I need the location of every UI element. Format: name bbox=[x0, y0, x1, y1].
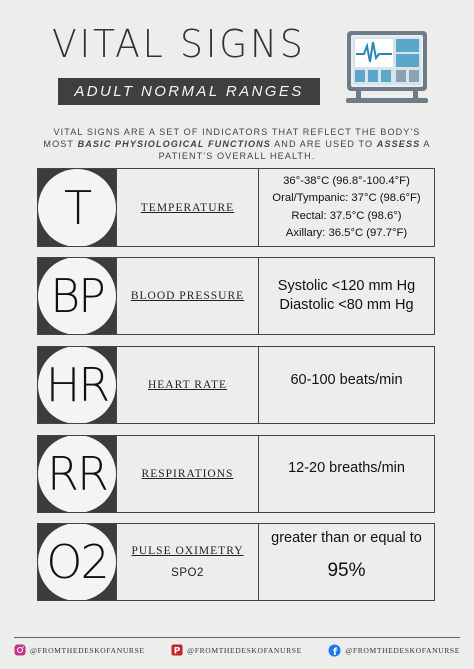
vital-card-respirations bbox=[37, 435, 435, 513]
footer-divider bbox=[14, 637, 460, 638]
svg-text:P: P bbox=[173, 646, 181, 656]
pinterest-icon bbox=[171, 644, 183, 656]
intro-paragraph bbox=[40, 126, 434, 162]
range-line: Axillary: 36.5°C (97.7°F) bbox=[285, 227, 408, 239]
abbr-panel bbox=[38, 524, 116, 600]
range-line: Diastolic <80 mm Hg bbox=[279, 297, 414, 313]
range-line: 12-20 breaths/min bbox=[288, 460, 405, 476]
intro-text-2: AND ARE USED TO bbox=[270, 139, 377, 149]
range-line: 60-100 beats/min bbox=[290, 372, 403, 388]
vital-name: BLOOD PRESSURE bbox=[130, 290, 245, 302]
vital-name: RESPIRATIONS bbox=[141, 468, 234, 480]
vital-name-panel bbox=[116, 436, 259, 512]
footer bbox=[14, 641, 460, 659]
range-line: 36°-38°C (96.8°-100.4°F) bbox=[283, 174, 410, 187]
range-line: Oral/Tympanic: 37°C (98.6°F) bbox=[272, 192, 421, 204]
social-handle: @FROMTHEDESKOFANURSE bbox=[345, 645, 460, 655]
facebook-icon bbox=[328, 644, 341, 657]
vital-range-panel bbox=[259, 347, 434, 423]
abbr-badge: BP bbox=[38, 258, 116, 334]
vital-name-panel bbox=[116, 524, 259, 600]
abbr-badge: HR bbox=[38, 347, 116, 423]
social-handle: @FROMTHEDESKOFANURSE bbox=[30, 645, 145, 655]
vital-card-blood-pressure bbox=[37, 257, 435, 335]
vital-range-panel bbox=[259, 524, 434, 600]
subtitle-banner bbox=[58, 78, 320, 105]
range-line: greater than or equal to bbox=[271, 530, 422, 546]
svg-text:f: f bbox=[333, 646, 338, 657]
social-pinterest[interactable] bbox=[171, 644, 302, 656]
intro-emphasis-1: BASIC PHYSIOLOGICAL FUNCTIONS bbox=[77, 139, 271, 149]
vital-range-panel bbox=[259, 258, 434, 334]
abbr-panel bbox=[38, 436, 116, 512]
range-line: Systolic <120 mm Hg bbox=[277, 278, 416, 294]
social-handle: @FROMTHEDESKOFANURSE bbox=[187, 645, 302, 655]
instagram-icon bbox=[14, 644, 26, 656]
vital-range-panel bbox=[259, 169, 434, 246]
intro-emphasis-2: ASSESS bbox=[376, 139, 421, 149]
vital-name-panel bbox=[116, 347, 259, 423]
abbr-badge: RR bbox=[38, 436, 116, 512]
intro-text-3: A PATIENT'S OVERALL HEALTH. bbox=[158, 139, 431, 161]
range-value: 95% bbox=[327, 560, 366, 581]
vital-subname: SPO2 bbox=[171, 567, 204, 579]
medical-monitor-icon bbox=[344, 30, 430, 105]
vital-name: PULSE OXIMETRY bbox=[131, 545, 244, 557]
vital-range-panel bbox=[259, 436, 434, 512]
subtitle-text: ADULT NORMAL RANGES bbox=[74, 83, 304, 100]
vital-card-heart-rate bbox=[37, 346, 435, 424]
abbr-panel bbox=[38, 169, 116, 246]
vital-card-temperature bbox=[37, 168, 435, 247]
page-title: VITAL SIGNS bbox=[52, 22, 306, 66]
abbr-badge: O2 bbox=[38, 524, 116, 600]
abbr-panel bbox=[38, 258, 116, 334]
vital-name-panel bbox=[116, 258, 259, 334]
vital-name: HEART RATE bbox=[147, 379, 228, 391]
range-line: Rectal: 37.5°C (98.6°) bbox=[291, 209, 402, 222]
abbr-panel bbox=[38, 347, 116, 423]
social-instagram[interactable] bbox=[14, 644, 145, 656]
vital-card-pulse-oximetry bbox=[37, 523, 435, 601]
vital-name: TEMPERATURE bbox=[140, 201, 235, 214]
social-facebook[interactable] bbox=[328, 644, 460, 657]
intro-text-1: VITAL SIGNS ARE A SET OF INDICATORS THAT REFLECT THE BODY'S MOST bbox=[43, 127, 421, 149]
vital-name-panel bbox=[116, 169, 259, 246]
abbr-badge: T bbox=[38, 169, 116, 246]
